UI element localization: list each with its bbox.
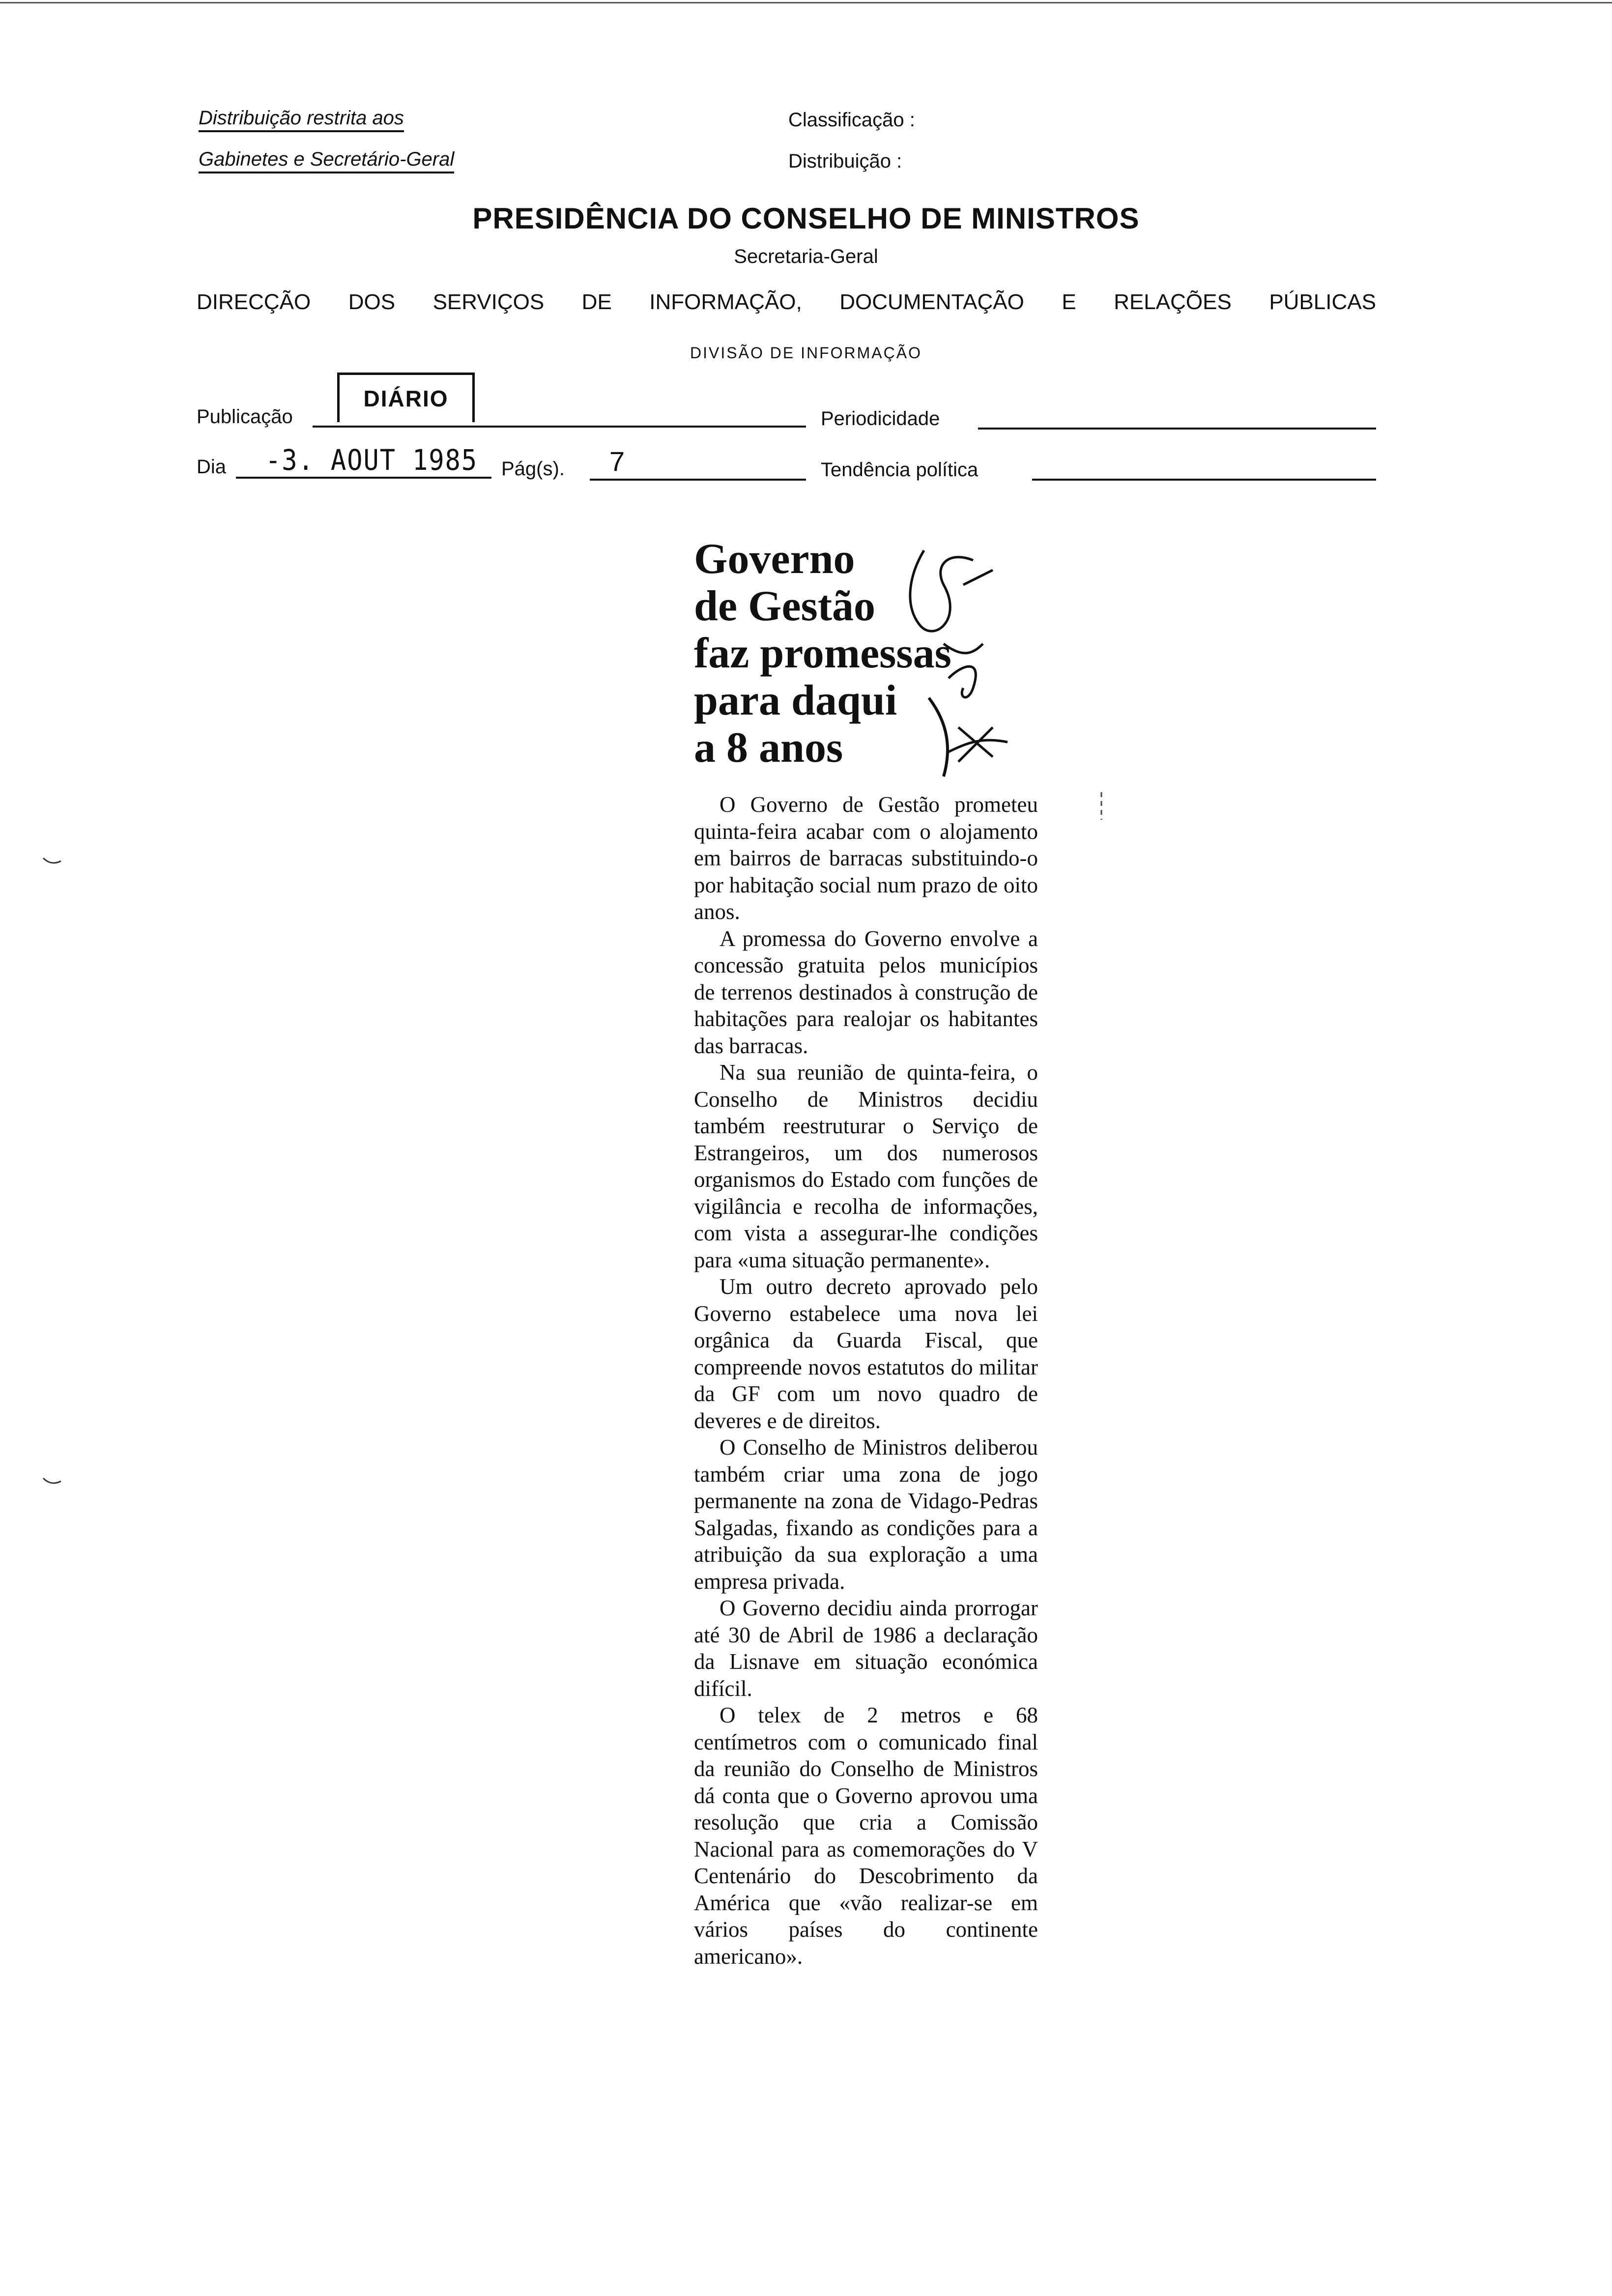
date-stamp: -3. AOUT 1985 [265,443,478,477]
restricted-notice-line2 [199,148,454,173]
pag-field-line [590,479,806,481]
article-body [694,791,1038,1970]
dia-label: Dia [197,456,227,478]
restricted-notice-text-1: Distribuição restrita aos [199,107,404,132]
direccao-word: SERVIÇOS [432,290,545,314]
tendencia-label: Tendência política [821,459,979,481]
article-paragraph: O Governo de Gestão prometeu quinta-feira acabar com o alojamento em bairros de barracas substituindo-o por habitação social num prazo de oito anos. [694,792,1038,924]
classificacao-label: Classificação : [788,109,915,131]
periodicidade-label: Periodicidade [821,408,940,430]
article-paragraph: Na sua reunião de quinta-feira, o Conselho de Ministros decidiu também reestruturar o Serviço de Estrangeiros, um dos numerosos organismos do Estado com funções de vigilância e recolha de informações, com vista a assegurar-lhe condições para «uma situação permanente». [694,1060,1038,1272]
publicacao-stamp: DIÁRIO [337,373,475,422]
page-number-handwritten: 7 [609,446,625,477]
distribuicao-label: Distribuição : [788,150,902,172]
direccao-word: E [1062,290,1076,314]
handwritten-annotation-mark [890,531,1057,806]
publicacao-field-line [313,426,806,428]
dia-field-line [236,477,491,479]
restricted-notice-line1 [199,107,404,132]
direccao-word: DOS [348,290,396,314]
direccao-word: RELAÇÕES [1114,290,1232,314]
article-headline: Governo de Gestão faz promessas para daqui a 8 anos [694,535,951,772]
direccao-word: DE [581,290,612,314]
margin-tick-mark [42,855,62,867]
pag-label: Pág(s). [501,458,565,480]
direccao-line [197,290,1376,315]
direccao-word: INFORMAÇÃO, [649,290,802,314]
tendencia-field-line [1032,479,1376,481]
article-paragraph: Um outro decreto aprovado pelo Governo estabelece uma nova lei orgânica da Guarda Fiscal, que compreende novos estatutos do militar da GF com um novo quadro de deveres e de direitos. [694,1274,1038,1433]
margin-tick-mark [42,1475,62,1487]
article-paragraph: O Governo decidiu ainda prorrogar até 30 de Abril de 1986 a declaração da Lisnave em situação económica difícil. [694,1596,1038,1701]
institution-title: PRESIDÊNCIA DO CONSELHO DE MINISTROS [472,202,1140,235]
publicacao-label: Publicação [197,406,293,428]
restricted-notice-text-2: Gabinetes e Secretário-Geral [199,148,454,173]
direccao-word: DOCUMENTAÇÃO [839,290,1024,314]
direccao-word: PÚBLICAS [1269,290,1376,314]
margin-dot-mark [1099,791,1104,821]
top-border-line [0,2,1612,3]
secretaria-geral: Secretaria-Geral [734,246,878,267]
article-paragraph: O Conselho de Ministros deliberou também criar uma zona de jogo permanente na zona de Vidago-Pedras Salgadas, fixando as condições para a atribuição da sua exploração a uma empresa privada. [694,1435,1038,1594]
direccao-word: DIRECÇÃO [197,290,311,314]
article-paragraph: A promessa do Governo envolve a concessão gratuita pelos municípios de terrenos destinados à construção de habitações para realojar os habitantes das barracas. [694,926,1038,1058]
article-paragraph: O telex de 2 metros e 68 centímetros com o comunicado final da reunião do Conselho de Ministros dá conta que o Governo aprovou uma resolução que cria a Comissão Nacional para as comemorações do V Centenário do Descobrimento da América que «vão realizar-se em vários países do continente americano». [694,1703,1038,1969]
periodicidade-field-line [978,428,1376,430]
divisao-informacao: DIVISÃO DE INFORMAÇÃO [690,344,922,362]
